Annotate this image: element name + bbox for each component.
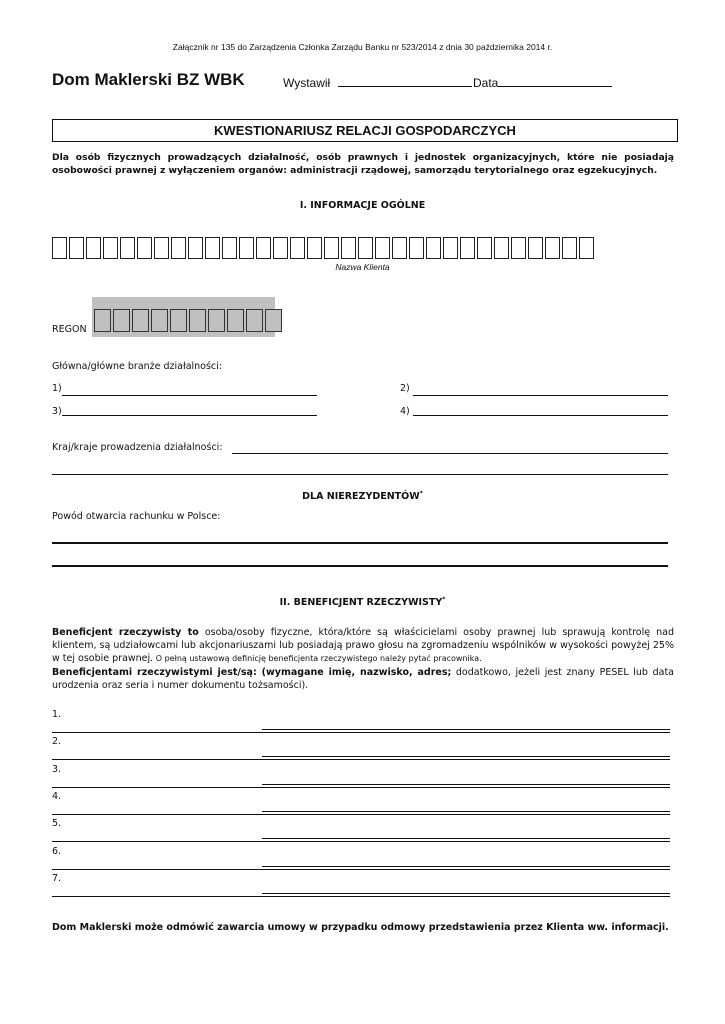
client-name-char-box[interactable]: [290, 237, 305, 259]
client-name-char-box[interactable]: [69, 237, 84, 259]
client-name-char-box[interactable]: [103, 237, 118, 259]
beneficiary-line[interactable]: [52, 787, 670, 788]
issued-line[interactable]: [338, 75, 472, 87]
industry-item-2: 2): [400, 383, 410, 394]
client-name-char-box[interactable]: [443, 237, 458, 259]
client-name-char-box[interactable]: [409, 237, 424, 259]
annex-note: Załącznik nr 135 do Zarządzenia Członka Zarządu Banku nr 523/2014 z dnia 30 października 2014 r.: [172, 42, 553, 52]
client-name-caption: Nazwa Klienta: [335, 262, 390, 272]
regon-digit-box[interactable]: [132, 309, 149, 332]
client-name-char-box[interactable]: [579, 237, 594, 259]
industry-item-4: 4): [400, 406, 410, 417]
form-title: KWESTIONARIUSZ RELACJI GOSPODARCZYCH: [52, 119, 678, 142]
section2-title-text: II. BENEFICJENT RZECZYWISTY: [279, 597, 443, 609]
beneficiary-line[interactable]: [262, 893, 670, 894]
client-name-char-box[interactable]: [460, 237, 475, 259]
regon-label: REGON: [52, 324, 87, 335]
intro-text: Dla osób fizycznych prowadzących działalność, osób prawnych i jednostek organizacyjnych, które nie posiadają osobowości prawnej z wyłączeniem organów: administracji rządowej, samorządu terytorialnego oraz egzekucyjnych.: [52, 152, 674, 176]
regon-digit-box[interactable]: [170, 309, 187, 332]
client-name-char-box[interactable]: [188, 237, 203, 259]
beneficiaries-instruction: [52, 666, 674, 692]
client-name-char-box[interactable]: [545, 237, 560, 259]
beneficiary-line[interactable]: [262, 866, 670, 867]
countries-line-1[interactable]: [232, 453, 668, 454]
reason-line-2[interactable]: [52, 565, 668, 567]
definition-text: osoba/osoby fizyczne, która/które są właścicielami osoby prawnej lub sprawują kontrolę nad klientem, są udziałowcami lub akcjonariuszami lub posiadają prawo głosu na zgromadzeniu wspólników w wysokości powyżej 25% w tej osobie prawnej.: [52, 627, 674, 664]
section1-title: I. INFORMACJE OGÓLNE: [299, 200, 426, 211]
client-name-char-box[interactable]: [154, 237, 169, 259]
client-name-char-box[interactable]: [494, 237, 509, 259]
beneficiary-line[interactable]: [52, 759, 670, 760]
client-name-char-box[interactable]: [137, 237, 152, 259]
client-name-char-box[interactable]: [205, 237, 220, 259]
client-name-char-box[interactable]: [239, 237, 254, 259]
instruction-bold: Beneficjentami rzeczywistymi jest/są: (wymagane imię, nazwisko, adres;: [52, 667, 452, 678]
regon-digit-box[interactable]: [94, 309, 111, 332]
nonresidents-marker: *: [419, 490, 423, 497]
beneficiary-line[interactable]: [262, 729, 670, 730]
section2-marker: *: [442, 596, 446, 603]
industry-item-1: 1): [52, 383, 62, 394]
nonresidents-title-text: DLA NIEREZYDENTÓW: [302, 491, 420, 503]
beneficiary-line[interactable]: [52, 841, 670, 842]
definition-note: O pełną ustawową definicję beneficjenta rzeczywistego należy pytać pracownika.: [153, 654, 482, 663]
beneficiary-row-number: 5.: [52, 818, 62, 830]
date-field[interactable]: [473, 75, 612, 90]
client-name-boxes[interactable]: [52, 237, 596, 259]
beneficiary-line[interactable]: [52, 896, 670, 897]
final-note: Dom Maklerski może odmówić zawarcia umowy w przypadku odmowy przedstawienia przez Klienta ww. informacji.: [52, 922, 669, 933]
bank-name: Dom Maklerski BZ WBK: [52, 70, 245, 89]
client-name-char-box[interactable]: [273, 237, 288, 259]
section2-title: [0, 596, 725, 608]
instruction-text: dodatkowo, jeżeli jest znany PESEL lub data urodzenia oraz seria i numer dokumentu tożsamości).: [52, 667, 674, 691]
industry-item-3: 3): [52, 406, 62, 417]
client-name-char-box[interactable]: [222, 237, 237, 259]
client-name-char-box[interactable]: [528, 237, 543, 259]
reason-line-1[interactable]: [52, 542, 668, 544]
beneficiary-line[interactable]: [52, 732, 670, 733]
client-name-char-box[interactable]: [511, 237, 526, 259]
client-name-char-box[interactable]: [52, 237, 67, 259]
beneficiary-line[interactable]: [262, 784, 670, 785]
beneficiary-row-number: 4.: [52, 790, 62, 802]
client-name-char-box[interactable]: [358, 237, 373, 259]
regon-digit-box[interactable]: [246, 309, 263, 332]
client-name-char-box[interactable]: [375, 237, 390, 259]
reason-label: Powód otwarcia rachunku w Polsce:: [52, 511, 221, 522]
client-name-char-box[interactable]: [341, 237, 356, 259]
client-name-char-box[interactable]: [86, 237, 101, 259]
issued-by-field[interactable]: [283, 75, 472, 90]
regon-boxes[interactable]: [94, 309, 284, 332]
issued-label: Wystawił: [283, 76, 331, 90]
client-name-char-box[interactable]: [324, 237, 339, 259]
date-label: Data: [473, 76, 499, 90]
regon-digit-box[interactable]: [151, 309, 168, 332]
beneficiary-line[interactable]: [262, 811, 670, 812]
client-name-char-box[interactable]: [171, 237, 186, 259]
industry-line-3[interactable]: [62, 415, 317, 416]
beneficiary-row-number: 3.: [52, 763, 62, 775]
beneficiary-line[interactable]: [262, 838, 670, 839]
beneficiary-definition: [52, 626, 674, 665]
client-name-char-box[interactable]: [307, 237, 322, 259]
beneficiary-row-number: 7.: [52, 872, 62, 884]
regon-digit-box[interactable]: [189, 309, 206, 332]
definition-bold: Beneficjent rzeczywisty to: [52, 627, 199, 638]
nonresidents-title: [0, 490, 725, 502]
date-line[interactable]: [498, 75, 612, 87]
industry-line-1[interactable]: [62, 395, 317, 396]
industry-line-2[interactable]: [413, 395, 668, 396]
client-name-char-box[interactable]: [477, 237, 492, 259]
regon-digit-box[interactable]: [265, 309, 282, 332]
beneficiary-line[interactable]: [52, 869, 670, 870]
regon-digit-box[interactable]: [227, 309, 244, 332]
countries-label: Kraj/kraje prowadzenia działalności:: [52, 442, 223, 453]
beneficiary-row-number: 2.: [52, 736, 62, 748]
client-name-char-box[interactable]: [120, 237, 135, 259]
beneficiary-row-number: 6.: [52, 845, 62, 857]
client-name-char-box[interactable]: [426, 237, 441, 259]
beneficiary-line[interactable]: [262, 756, 670, 757]
industries-label: Główna/główne branże działalności:: [52, 361, 222, 372]
client-name-char-box[interactable]: [392, 237, 407, 259]
beneficiary-line[interactable]: [52, 814, 670, 815]
countries-line-2[interactable]: [52, 474, 668, 475]
client-name-char-box[interactable]: [562, 237, 577, 259]
industry-line-4[interactable]: [413, 415, 668, 416]
beneficiary-row-number: 1.: [52, 709, 62, 720]
client-name-char-box[interactable]: [256, 237, 271, 259]
regon-digit-box[interactable]: [208, 309, 225, 332]
regon-digit-box[interactable]: [113, 309, 130, 332]
